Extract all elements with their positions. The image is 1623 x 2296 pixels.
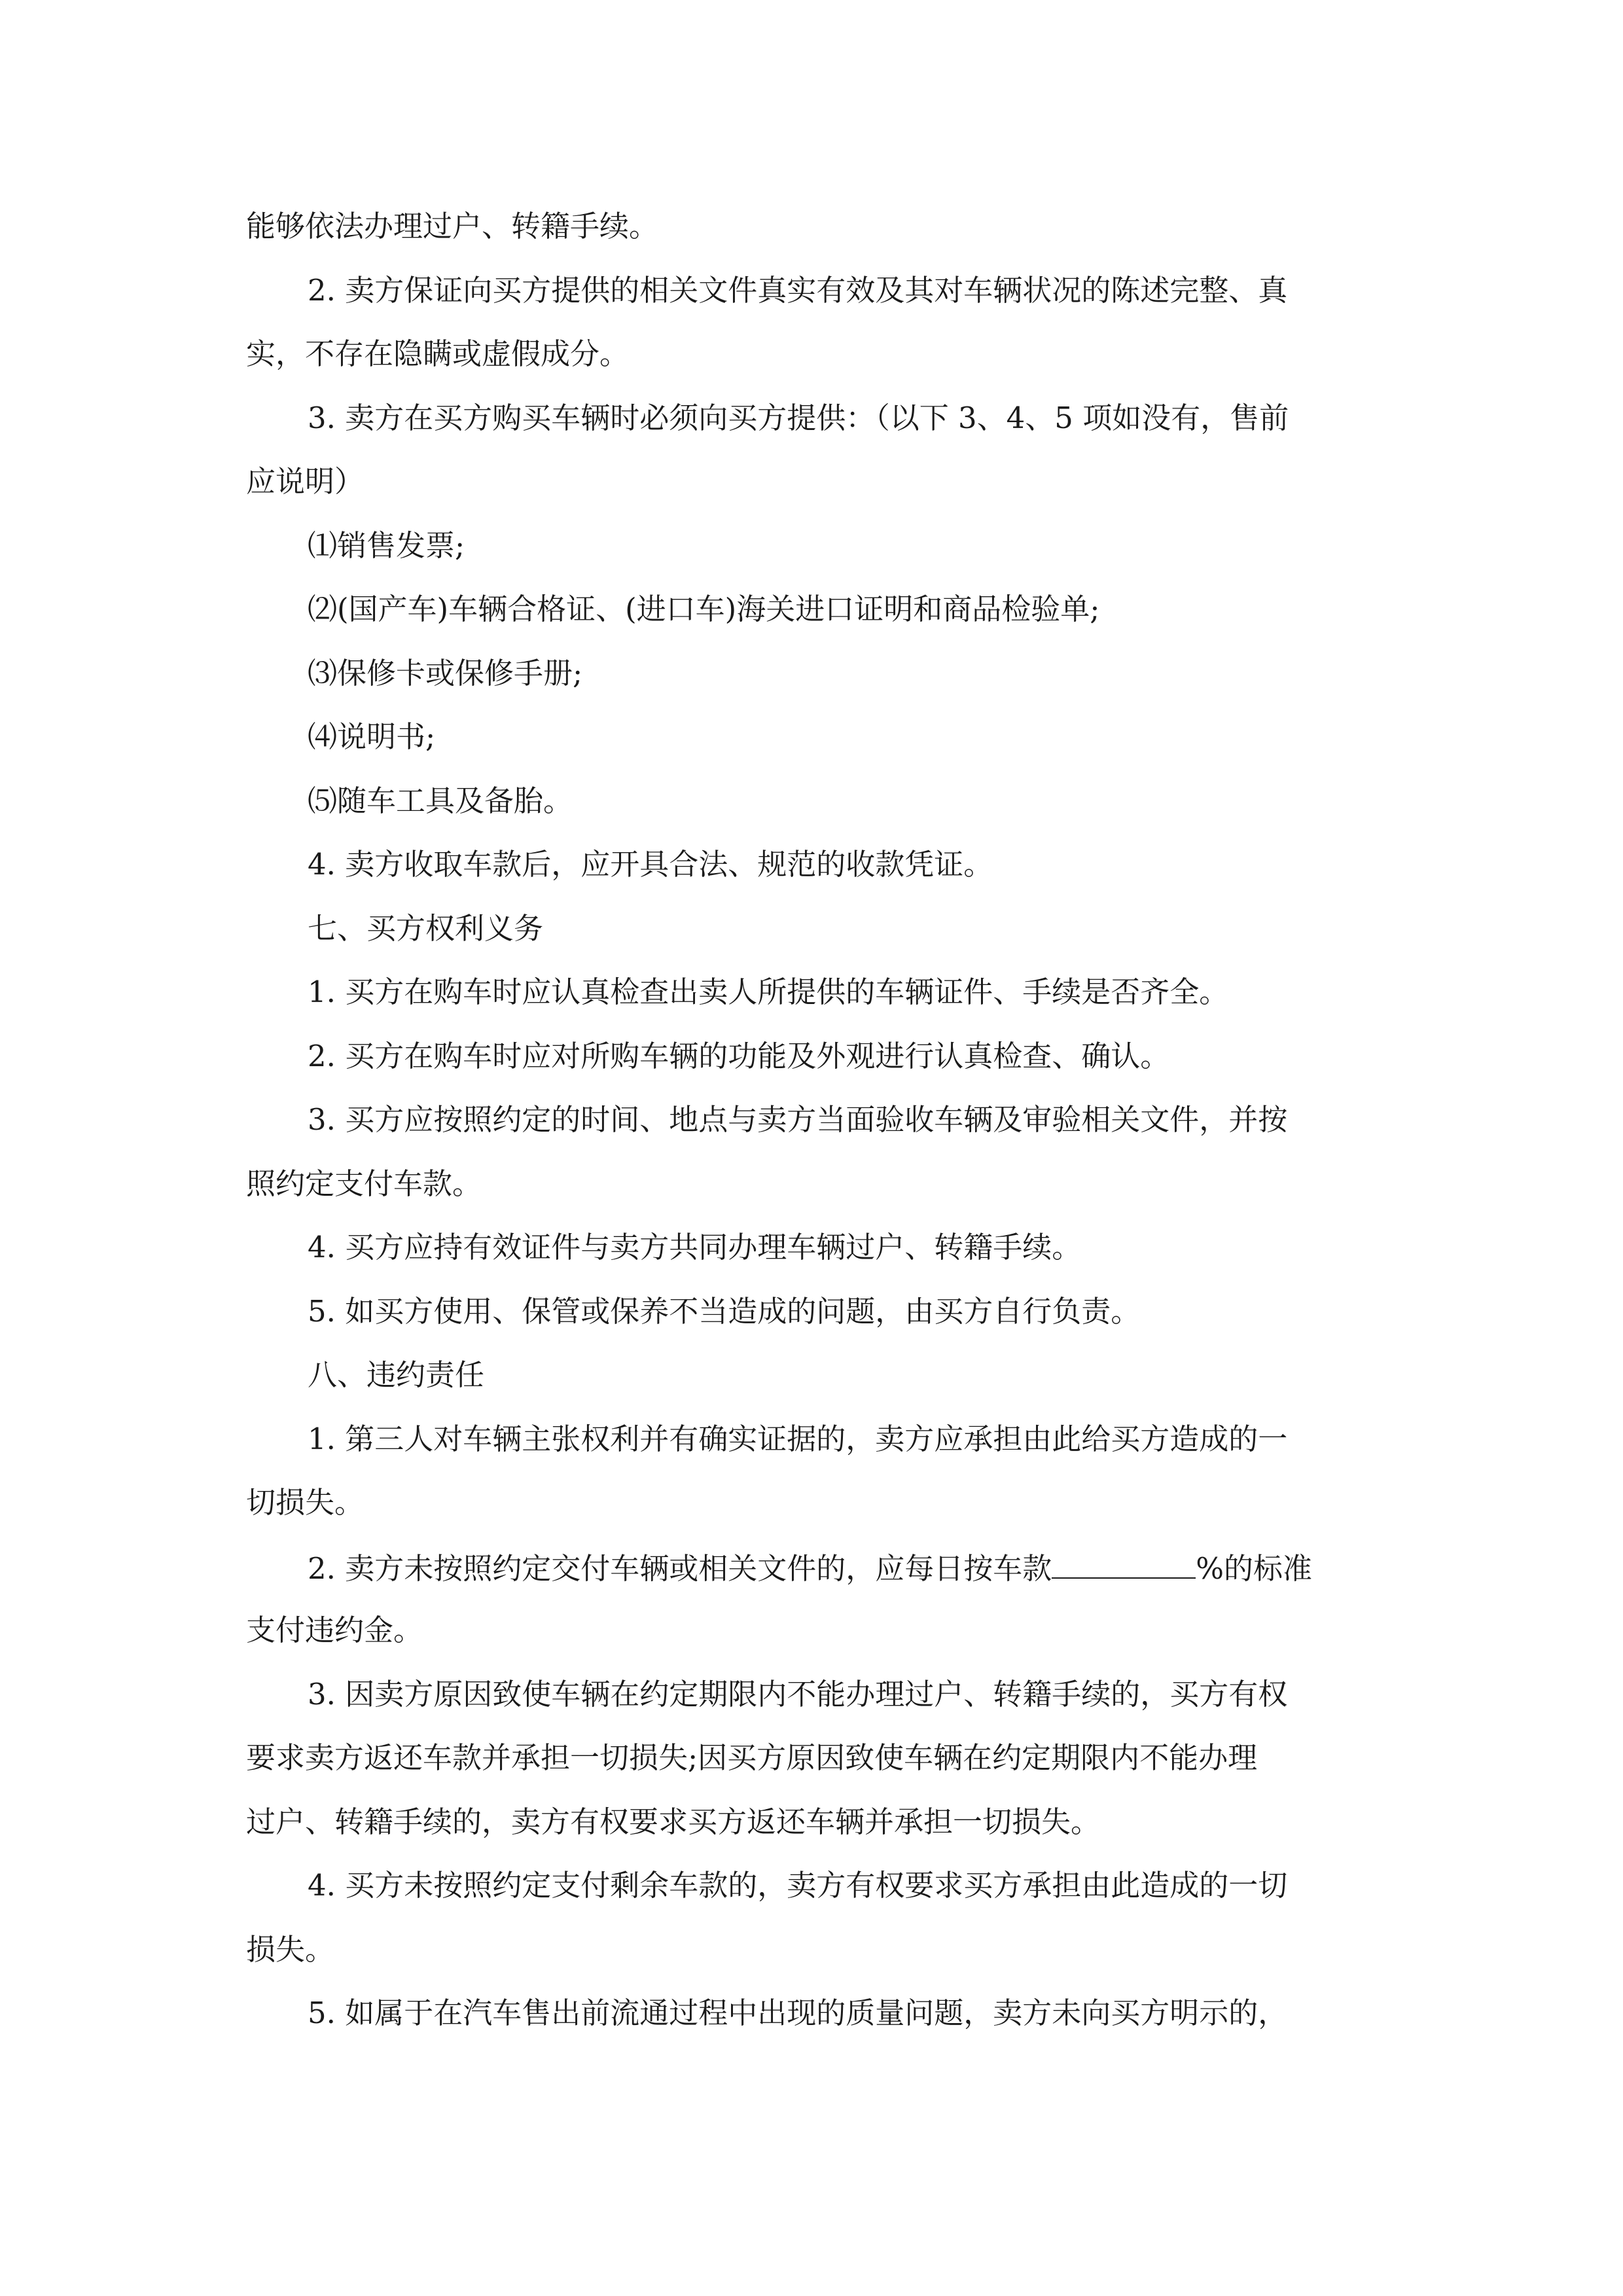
list-item: ⑸随车工具及备胎。 xyxy=(308,783,573,818)
paragraph-line: 2. 卖方保证向买方提供的相关文件真实有效及其对车辆状况的陈述完整、真 xyxy=(308,273,1288,308)
paragraph-line: 能够依法办理过户、转籍手续。 xyxy=(246,209,659,243)
paragraph-text: %的标准 xyxy=(1196,1551,1313,1586)
paragraph-line: 过户、转籍手续的，卖方有权要求买方返还车辆并承担一切损失。 xyxy=(246,1804,1101,1839)
paragraph-line: 实，不存在隐瞒或虚假成分。 xyxy=(246,336,630,371)
paragraph-line: 1. 买方在购车时应认真检查出卖人所提供的车辆证件、手续是否齐全。 xyxy=(308,975,1229,1009)
list-item: ⑵(国产车)车辆合格证、(进口车)海关进口证明和商品检验单; xyxy=(308,592,1100,626)
list-item: ⑶保修卡或保修手册; xyxy=(308,656,583,691)
paragraph-line: 5. 如买方使用、保管或保养不当造成的问题，由买方自行负责。 xyxy=(308,1294,1141,1329)
fill-in-blank[interactable] xyxy=(1052,1547,1196,1579)
paragraph-line: 1. 第三人对车辆主张权利并有确实证据的，卖方应承担由此给买方造成的一 xyxy=(308,1422,1288,1456)
list-item: ⑷说明书; xyxy=(308,719,436,754)
paragraph-line: 要求卖方返还车款并承担一切损失;因买方原因致使车辆在约定期限内不能办理 xyxy=(246,1740,1258,1775)
paragraph-text: 2. 卖方未按照约定交付车辆或相关文件的，应每日按车款 xyxy=(308,1551,1052,1586)
paragraph-line: 5. 如属于在汽车售出前流通过程中出现的质量问题，卖方未向买方明示的， xyxy=(308,1996,1288,2030)
paragraph-line: 应说明） xyxy=(246,464,365,499)
list-item: ⑴销售发票; xyxy=(308,528,465,563)
paragraph-line: 4. 卖方收取车款后，应开具合法、规范的收款凭证。 xyxy=(308,847,993,882)
paragraph-line: 3. 卖方在买方购买车辆时必须向买方提供：（以下 3、4、5 项如没有，售前 xyxy=(308,401,1289,435)
paragraph-line: 照约定支付车款。 xyxy=(246,1166,482,1201)
section-heading: 八、违约责任 xyxy=(308,1357,485,1392)
paragraph-line: 4. 买方应持有效证件与卖方共同办理车辆过户、转籍手续。 xyxy=(308,1230,1082,1265)
paragraph-line: 损失。 xyxy=(246,1932,335,1967)
paragraph-line: 支付违约金。 xyxy=(246,1613,423,1647)
paragraph-line: 切损失。 xyxy=(246,1485,365,1520)
paragraph-line: 3. 因卖方原因致使车辆在约定期限内不能办理过户、转籍手续的，买方有权 xyxy=(308,1677,1288,1712)
paragraph-line: 2. 买方在购车时应对所购车辆的功能及外观进行认真检查、确认。 xyxy=(308,1039,1170,1073)
paragraph-line-with-blank xyxy=(308,1547,1312,1588)
paragraph-line: 4. 买方未按照约定支付剩余车款的，卖方有权要求买方承担由此造成的一切 xyxy=(308,1868,1288,1903)
section-heading: 七、买方权利义务 xyxy=(308,911,544,946)
paragraph-line: 3. 买方应按照约定的时间、地点与卖方当面验收车辆及审验相关文件，并按 xyxy=(308,1102,1288,1137)
